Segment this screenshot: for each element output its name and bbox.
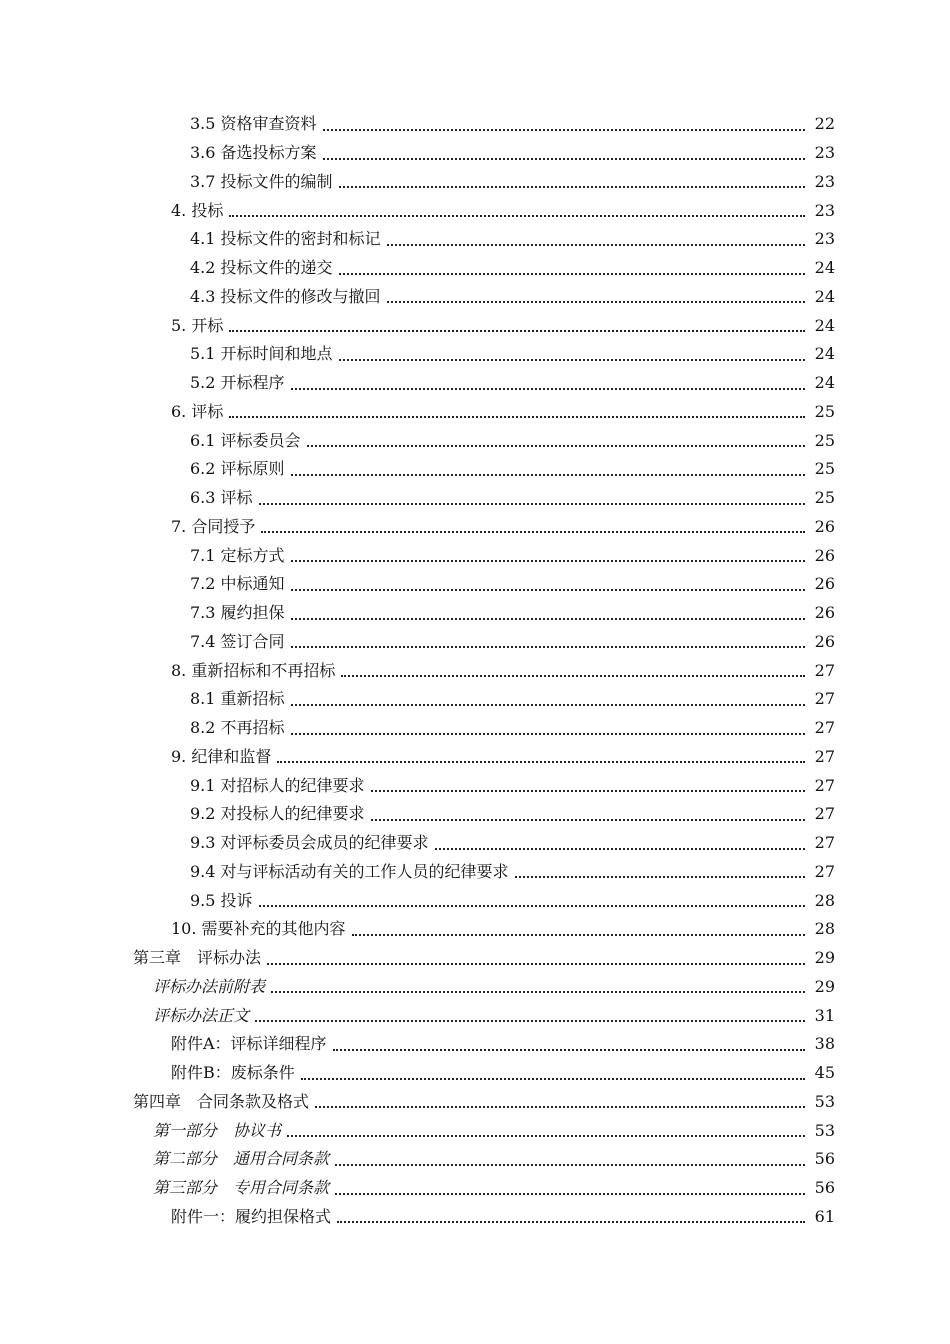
toc-entry[interactable] (0, 973, 950, 1002)
toc-dot-leader (291, 617, 805, 620)
toc-entry-page-number: 25 (814, 488, 835, 508)
toc-entry-page-number: 27 (814, 718, 835, 738)
toc-entry-page-number: 23 (814, 200, 835, 220)
toc-entry-page-number: 26 (814, 545, 835, 565)
toc-dot-leader (337, 1220, 805, 1223)
toc-entry-page-number: 25 (814, 459, 835, 479)
table-of-contents (0, 110, 950, 1231)
toc-entry[interactable] (0, 800, 950, 829)
toc-entry-label: 3.7 投标文件的编制 (190, 171, 333, 191)
toc-entry-label: 6.2 评标原则 (190, 459, 285, 479)
toc-entry-page-number: 31 (814, 1005, 835, 1025)
toc-entry-page-number: 26 (814, 603, 835, 623)
toc-dot-leader (333, 1048, 805, 1051)
toc-entry-page-number: 27 (814, 804, 835, 824)
toc-entry-label: 附件一：履约担保格式 (171, 1206, 332, 1226)
toc-entry-page-number: 28 (814, 890, 835, 910)
toc-entry[interactable] (0, 1203, 950, 1232)
toc-dot-leader (335, 1192, 805, 1195)
toc-dot-leader (229, 329, 805, 332)
toc-entry[interactable] (0, 1001, 950, 1030)
toc-dot-leader (259, 904, 805, 907)
toc-entry[interactable] (0, 1174, 950, 1203)
toc-entry-label: 8.2 不再招标 (190, 718, 285, 738)
toc-dot-leader (387, 243, 805, 246)
toc-entry-page-number: 27 (814, 775, 835, 795)
toc-entry-page-number: 53 (814, 1120, 835, 1140)
toc-entry-page-number: 29 (814, 976, 835, 996)
toc-dot-leader (259, 502, 805, 505)
toc-entry[interactable] (0, 455, 950, 484)
toc-entry[interactable] (0, 254, 950, 283)
toc-entry[interactable] (0, 771, 950, 800)
toc-entry[interactable] (0, 915, 950, 944)
toc-entry-label: 附件B：废标条件 (171, 1063, 295, 1083)
toc-dot-leader (277, 760, 805, 763)
toc-entry-label: 5.2 开标程序 (190, 373, 285, 393)
toc-dot-leader (255, 1019, 805, 1022)
toc-entry[interactable] (0, 570, 950, 599)
toc-dot-leader (341, 674, 805, 677)
toc-entry[interactable] (0, 743, 950, 772)
toc-entry-label: 附件A：评标详细程序 (171, 1034, 327, 1054)
toc-entry-page-number: 53 (814, 1091, 835, 1111)
toc-dot-leader (352, 933, 805, 936)
toc-entry-page-number: 24 (814, 258, 835, 278)
toc-entry-label: 5.1 开标时间和地点 (190, 344, 333, 364)
toc-entry-label: 9.4 对与评标活动有关的工作人员的纪律要求 (190, 861, 509, 881)
toc-entry-label: 第一部分 协议书 (153, 1120, 282, 1140)
toc-entry[interactable] (0, 196, 950, 225)
toc-entry-page-number: 61 (814, 1206, 835, 1226)
toc-entry-page-number: 24 (814, 373, 835, 393)
toc-entry-page-number: 26 (814, 574, 835, 594)
toc-entry-page-number: 38 (814, 1034, 835, 1054)
toc-dot-leader (335, 1163, 805, 1166)
toc-entry-label: 4. 投标 (171, 200, 224, 220)
toc-entry-label: 3.5 资格审查资料 (190, 114, 317, 134)
toc-dot-leader (291, 732, 805, 735)
toc-entry-page-number: 45 (814, 1063, 835, 1083)
toc-entry[interactable] (0, 944, 950, 973)
toc-dot-leader (315, 1105, 805, 1108)
toc-entry-label: 9.2 对投标人的纪律要求 (190, 804, 365, 824)
toc-dot-leader (261, 530, 805, 533)
toc-entry[interactable] (0, 656, 950, 685)
toc-entry[interactable] (0, 311, 950, 340)
toc-entry[interactable] (0, 829, 950, 858)
toc-entry[interactable] (0, 628, 950, 657)
toc-dot-leader (435, 847, 805, 850)
toc-entry[interactable] (0, 168, 950, 197)
toc-dot-leader (271, 990, 805, 993)
toc-entry-label: 7.1 定标方式 (190, 545, 285, 565)
toc-entry-page-number: 25 (814, 401, 835, 421)
toc-entry-page-number: 24 (814, 286, 835, 306)
toc-entry-page-number: 27 (814, 660, 835, 680)
toc-entry-label: 第四章 合同条款及格式 (133, 1091, 310, 1111)
toc-entry-page-number: 27 (814, 746, 835, 766)
toc-entry-label: 8.1 重新招标 (190, 689, 285, 709)
toc-entry-page-number: 26 (814, 631, 835, 651)
toc-entry-page-number: 23 (814, 143, 835, 163)
toc-entry-label: 7.3 履约担保 (190, 603, 285, 623)
toc-entry[interactable] (0, 541, 950, 570)
toc-entry-label: 评标办法前附表 (153, 976, 266, 996)
toc-entry[interactable] (0, 1088, 950, 1117)
toc-dot-leader (291, 703, 805, 706)
toc-entry-label: 4.2 投标文件的递交 (190, 258, 333, 278)
toc-dot-leader (371, 818, 805, 821)
toc-dot-leader (323, 128, 805, 131)
toc-entry-label: 第三章 评标办法 (133, 948, 262, 968)
toc-entry[interactable] (0, 283, 950, 312)
toc-entry-label: 9. 纪律和监督 (171, 746, 272, 766)
toc-dot-leader (291, 645, 805, 648)
toc-entry-page-number: 28 (814, 919, 835, 939)
toc-dot-leader (339, 185, 805, 188)
toc-entry-label: 4.3 投标文件的修改与撤回 (190, 286, 381, 306)
toc-entry-page-number: 26 (814, 516, 835, 536)
toc-entry-page-number: 25 (814, 430, 835, 450)
toc-entry-label: 第二部分 通用合同条款 (153, 1149, 330, 1169)
toc-entry[interactable] (0, 1030, 950, 1059)
toc-dot-leader (323, 157, 805, 160)
toc-entry-page-number: 24 (814, 344, 835, 364)
toc-dot-leader (291, 559, 805, 562)
toc-entry[interactable] (0, 685, 950, 714)
toc-entry[interactable] (0, 858, 950, 887)
toc-dot-leader (229, 214, 805, 217)
toc-entry-label: 9.5 投诉 (190, 890, 253, 910)
toc-entry[interactable] (0, 1145, 950, 1174)
toc-entry[interactable] (0, 599, 950, 628)
toc-entry-label: 6.1 评标委员会 (190, 430, 301, 450)
toc-entry[interactable] (0, 139, 950, 168)
toc-dot-leader (287, 1134, 805, 1137)
toc-entry-page-number: 23 (814, 229, 835, 249)
toc-entry[interactable] (0, 1116, 950, 1145)
toc-dot-leader (301, 1077, 805, 1080)
toc-entry[interactable] (0, 426, 950, 455)
toc-entry-page-number: 24 (814, 315, 835, 335)
toc-entry[interactable] (0, 110, 950, 139)
toc-dot-leader (291, 588, 805, 591)
toc-dot-leader (291, 387, 805, 390)
toc-entry-page-number: 27 (814, 861, 835, 881)
toc-entry[interactable] (0, 398, 950, 427)
toc-entry[interactable] (0, 1059, 950, 1088)
toc-entry-label: 9.1 对招标人的纪律要求 (190, 775, 365, 795)
toc-dot-leader (339, 358, 805, 361)
toc-entry[interactable] (0, 369, 950, 398)
toc-dot-leader (515, 875, 805, 878)
toc-entry[interactable] (0, 886, 950, 915)
toc-entry-label: 6.3 评标 (190, 488, 253, 508)
toc-entry-label: 7.2 中标通知 (190, 574, 285, 594)
toc-entry-label: 5. 开标 (171, 315, 224, 335)
toc-entry-label: 8. 重新招标和不再招标 (171, 660, 336, 680)
toc-entry-page-number: 27 (814, 833, 835, 853)
toc-entry[interactable] (0, 225, 950, 254)
toc-entry[interactable] (0, 340, 950, 369)
toc-entry[interactable] (0, 513, 950, 542)
toc-entry-label: 10. 需要补充的其他内容 (171, 919, 346, 939)
toc-entry-page-number: 56 (814, 1178, 835, 1198)
toc-entry[interactable] (0, 714, 950, 743)
toc-entry-label: 7.4 签订合同 (190, 631, 285, 651)
toc-entry[interactable] (0, 484, 950, 513)
toc-dot-leader (371, 789, 805, 792)
toc-dot-leader (307, 444, 805, 447)
toc-dot-leader (339, 272, 805, 275)
toc-entry-label: 4.1 投标文件的密封和标记 (190, 229, 381, 249)
toc-dot-leader (387, 300, 805, 303)
toc-entry-page-number: 29 (814, 948, 835, 968)
toc-dot-leader (229, 415, 805, 418)
toc-entry-page-number: 22 (814, 114, 835, 134)
toc-entry-label: 评标办法正文 (153, 1005, 250, 1025)
toc-entry-page-number: 27 (814, 689, 835, 709)
toc-entry-label: 7. 合同授予 (171, 516, 256, 536)
toc-dot-leader (291, 473, 805, 476)
toc-entry-page-number: 56 (814, 1149, 835, 1169)
toc-entry-label: 9.3 对评标委员会成员的纪律要求 (190, 833, 429, 853)
toc-entry-page-number: 23 (814, 171, 835, 191)
toc-dot-leader (267, 962, 805, 965)
toc-entry-label: 6. 评标 (171, 401, 224, 421)
toc-entry-label: 第三部分 专用合同条款 (153, 1178, 330, 1198)
toc-entry-label: 3.6 备选投标方案 (190, 143, 317, 163)
